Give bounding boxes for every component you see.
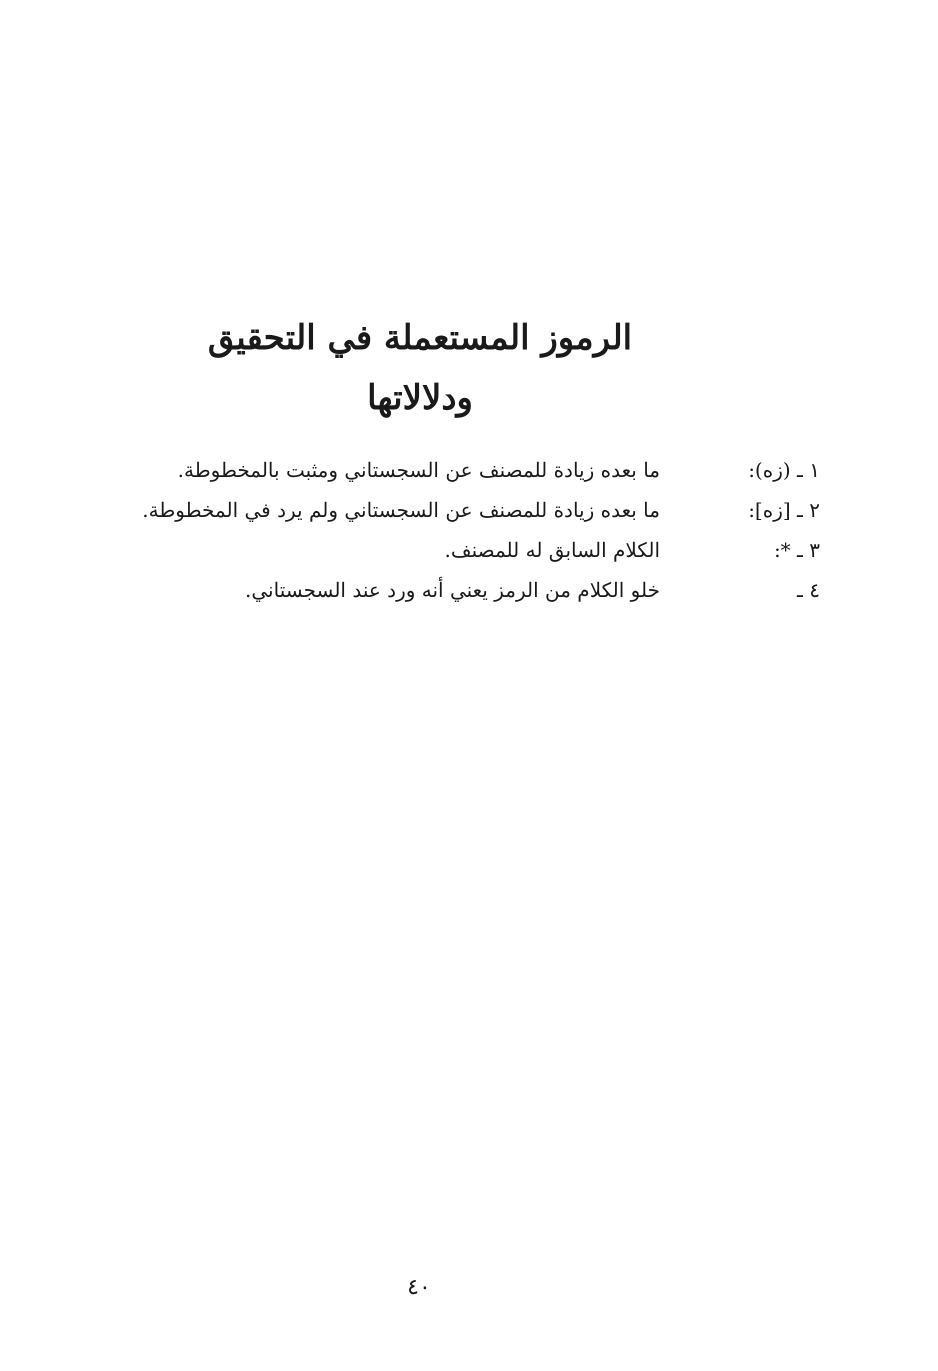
- legend-item: [100, 572, 820, 612]
- symbol-legend-list: [100, 452, 820, 612]
- legend-symbol: ٤ ـ: [797, 578, 820, 602]
- legend-symbol: ٢ ـ [زه]:: [748, 498, 820, 522]
- legend-description: ما بعده زيادة للمصنف عن السجستاني ولم يرد في المخطوطة.: [142, 498, 660, 522]
- legend-symbol: ٣ ـ *:: [773, 538, 820, 562]
- legend-item: [100, 452, 820, 492]
- legend-item: [100, 532, 820, 572]
- page-title: الرموز المستعملة في التحقيق ودلالاتها: [207, 318, 633, 418]
- legend-item: [100, 492, 820, 532]
- page-number: ٤٠: [407, 1275, 431, 1300]
- legend-symbol: ١ ـ (زه):: [748, 458, 820, 482]
- legend-description: خلو الكلام من الرمز يعني أنه ورد عند السجستاني.: [245, 578, 660, 602]
- legend-description: الكلام السابق له للمصنف.: [444, 538, 660, 562]
- legend-description: ما بعده زيادة للمصنف عن السجستاني ومثبت بالمخطوطة.: [177, 458, 660, 482]
